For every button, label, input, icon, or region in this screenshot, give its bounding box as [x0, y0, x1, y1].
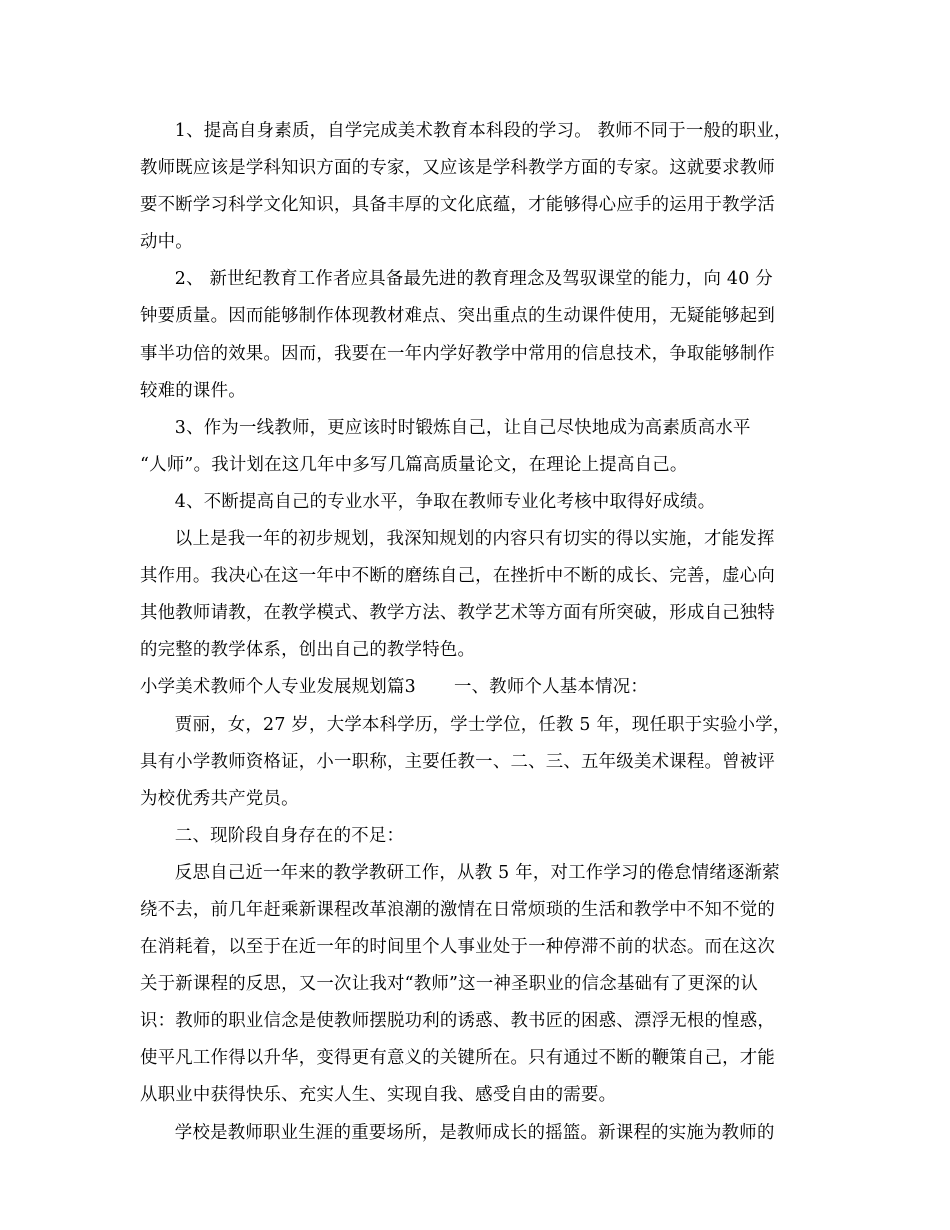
- text-line: 事半功倍的效果。因而，我要在一年内学好教学中常用的信息技术，争取能够制作: [140, 343, 776, 364]
- text-line: 反思自己近一年来的教学教研工作，从教 5 年，对工作学习的倦怠情绪逐渐萦: [174, 862, 780, 883]
- text-line: 2、 新世纪教育工作者应具备最先进的教育理念及驾驭课堂的能力，向 40 分: [174, 269, 773, 290]
- text-line: 贾丽，女，27 岁，大学本科学历，学士学位，任教 5 年，现任职于实验小学，: [174, 714, 791, 735]
- text-line: 其他教师请教，在教学模式、教学方法、教学艺术等方面有所突破，形成自己独特: [140, 603, 776, 624]
- text-line: 3、作为一线教师，更应该时时锻炼自己，让自己尽快地成为高素质高水平: [174, 417, 751, 438]
- text-line: 以上是我一年的初步规划，我深知规划的内容只有切实的得以实施，才能发挥: [174, 529, 775, 550]
- text-line: 学校是教师职业生涯的重要场所，是教师成长的摇篮。新课程的实施为教师的: [174, 1122, 775, 1143]
- paragraph-7: [140, 818, 823, 855]
- paragraph-3: [140, 410, 823, 484]
- paragraph-5: [140, 521, 823, 669]
- text-line: 4、不断提高自己的专业水平，争取在教师专业化考核中取得好成绩。: [174, 491, 716, 512]
- paragraph-4: [140, 484, 823, 521]
- paragraph-9: [140, 1115, 823, 1152]
- paragraph-6: [140, 707, 823, 818]
- paragraph-1: [140, 113, 823, 261]
- document-page: [140, 113, 823, 1152]
- text-line: 具有小学教师资格证，小一职称，主要任教一、二、三、五年级美术课程。曾被评: [140, 751, 776, 772]
- section-heading: [140, 669, 823, 706]
- section-title: 一、教师个人基本情况：: [453, 677, 648, 698]
- document-title: 小学美术教师个人专业发展规划篇3: [140, 677, 416, 698]
- text-line: 关于新课程的反思，又一次让我对“教师”这一神圣职业的信念基础有了更深的认: [140, 974, 759, 995]
- text-line: 较难的课件。: [140, 380, 246, 401]
- paragraph-2: [140, 261, 823, 409]
- text-line: 其作用。我决心在这一年中不断的磨练自己，在挫折中不断的成长、完善，虚心向: [140, 566, 776, 587]
- text-line: 的完整的教学体系，创出自己的教学特色。: [140, 640, 476, 661]
- text-line: “人师”。我计划在这几年中多写几篇高质量论文，在理论上提高自己。: [140, 454, 688, 475]
- text-line: 动中。: [140, 232, 193, 253]
- text-line: 从职业中获得快乐、充实人生、实现自我、感受自由的需要。: [140, 1085, 617, 1106]
- text-line: 识：教师的职业信念是使教师摆脱功利的诱惑、教书匠的困惑、漂浮无根的惶惑，: [140, 1011, 776, 1032]
- text-line: 钟要质量。因而能够制作体现教材难点、突出重点的生动课件使用，无疑能够起到: [140, 306, 776, 327]
- text-line: 要不断学习科学文化知识，具备丰厚的文化底蕴，才能够得心应手的运用于教学活: [140, 195, 776, 216]
- text-line: 1、提高自身素质，自学完成美术教育本科段的学习。 教师不同于一般的职业，: [174, 121, 792, 141]
- text-line: 为校优秀共产党员。: [140, 788, 299, 809]
- heading-line: [140, 669, 823, 706]
- text-line: 使平凡工作得以升华，变得更有意义的关键所在。只有通过不断的鞭策自己，才能: [140, 1048, 776, 1069]
- text-line: 教师既应该是学科知识方面的专家，又应该是学科教学方面的专家。这就要求教师: [140, 158, 776, 179]
- paragraph-8: [140, 855, 823, 1115]
- text-line: 在消耗着，以至于在近一年的时间里个人事业处于一种停滞不前的状态。而在这次: [140, 937, 776, 958]
- text-line: 二、现阶段自身存在的不足：: [174, 825, 405, 846]
- text-line: 绕不去，前几年赶乘新课程改革浪潮的激情在日常烦琐的生活和教学中不知不觉的: [140, 899, 776, 920]
